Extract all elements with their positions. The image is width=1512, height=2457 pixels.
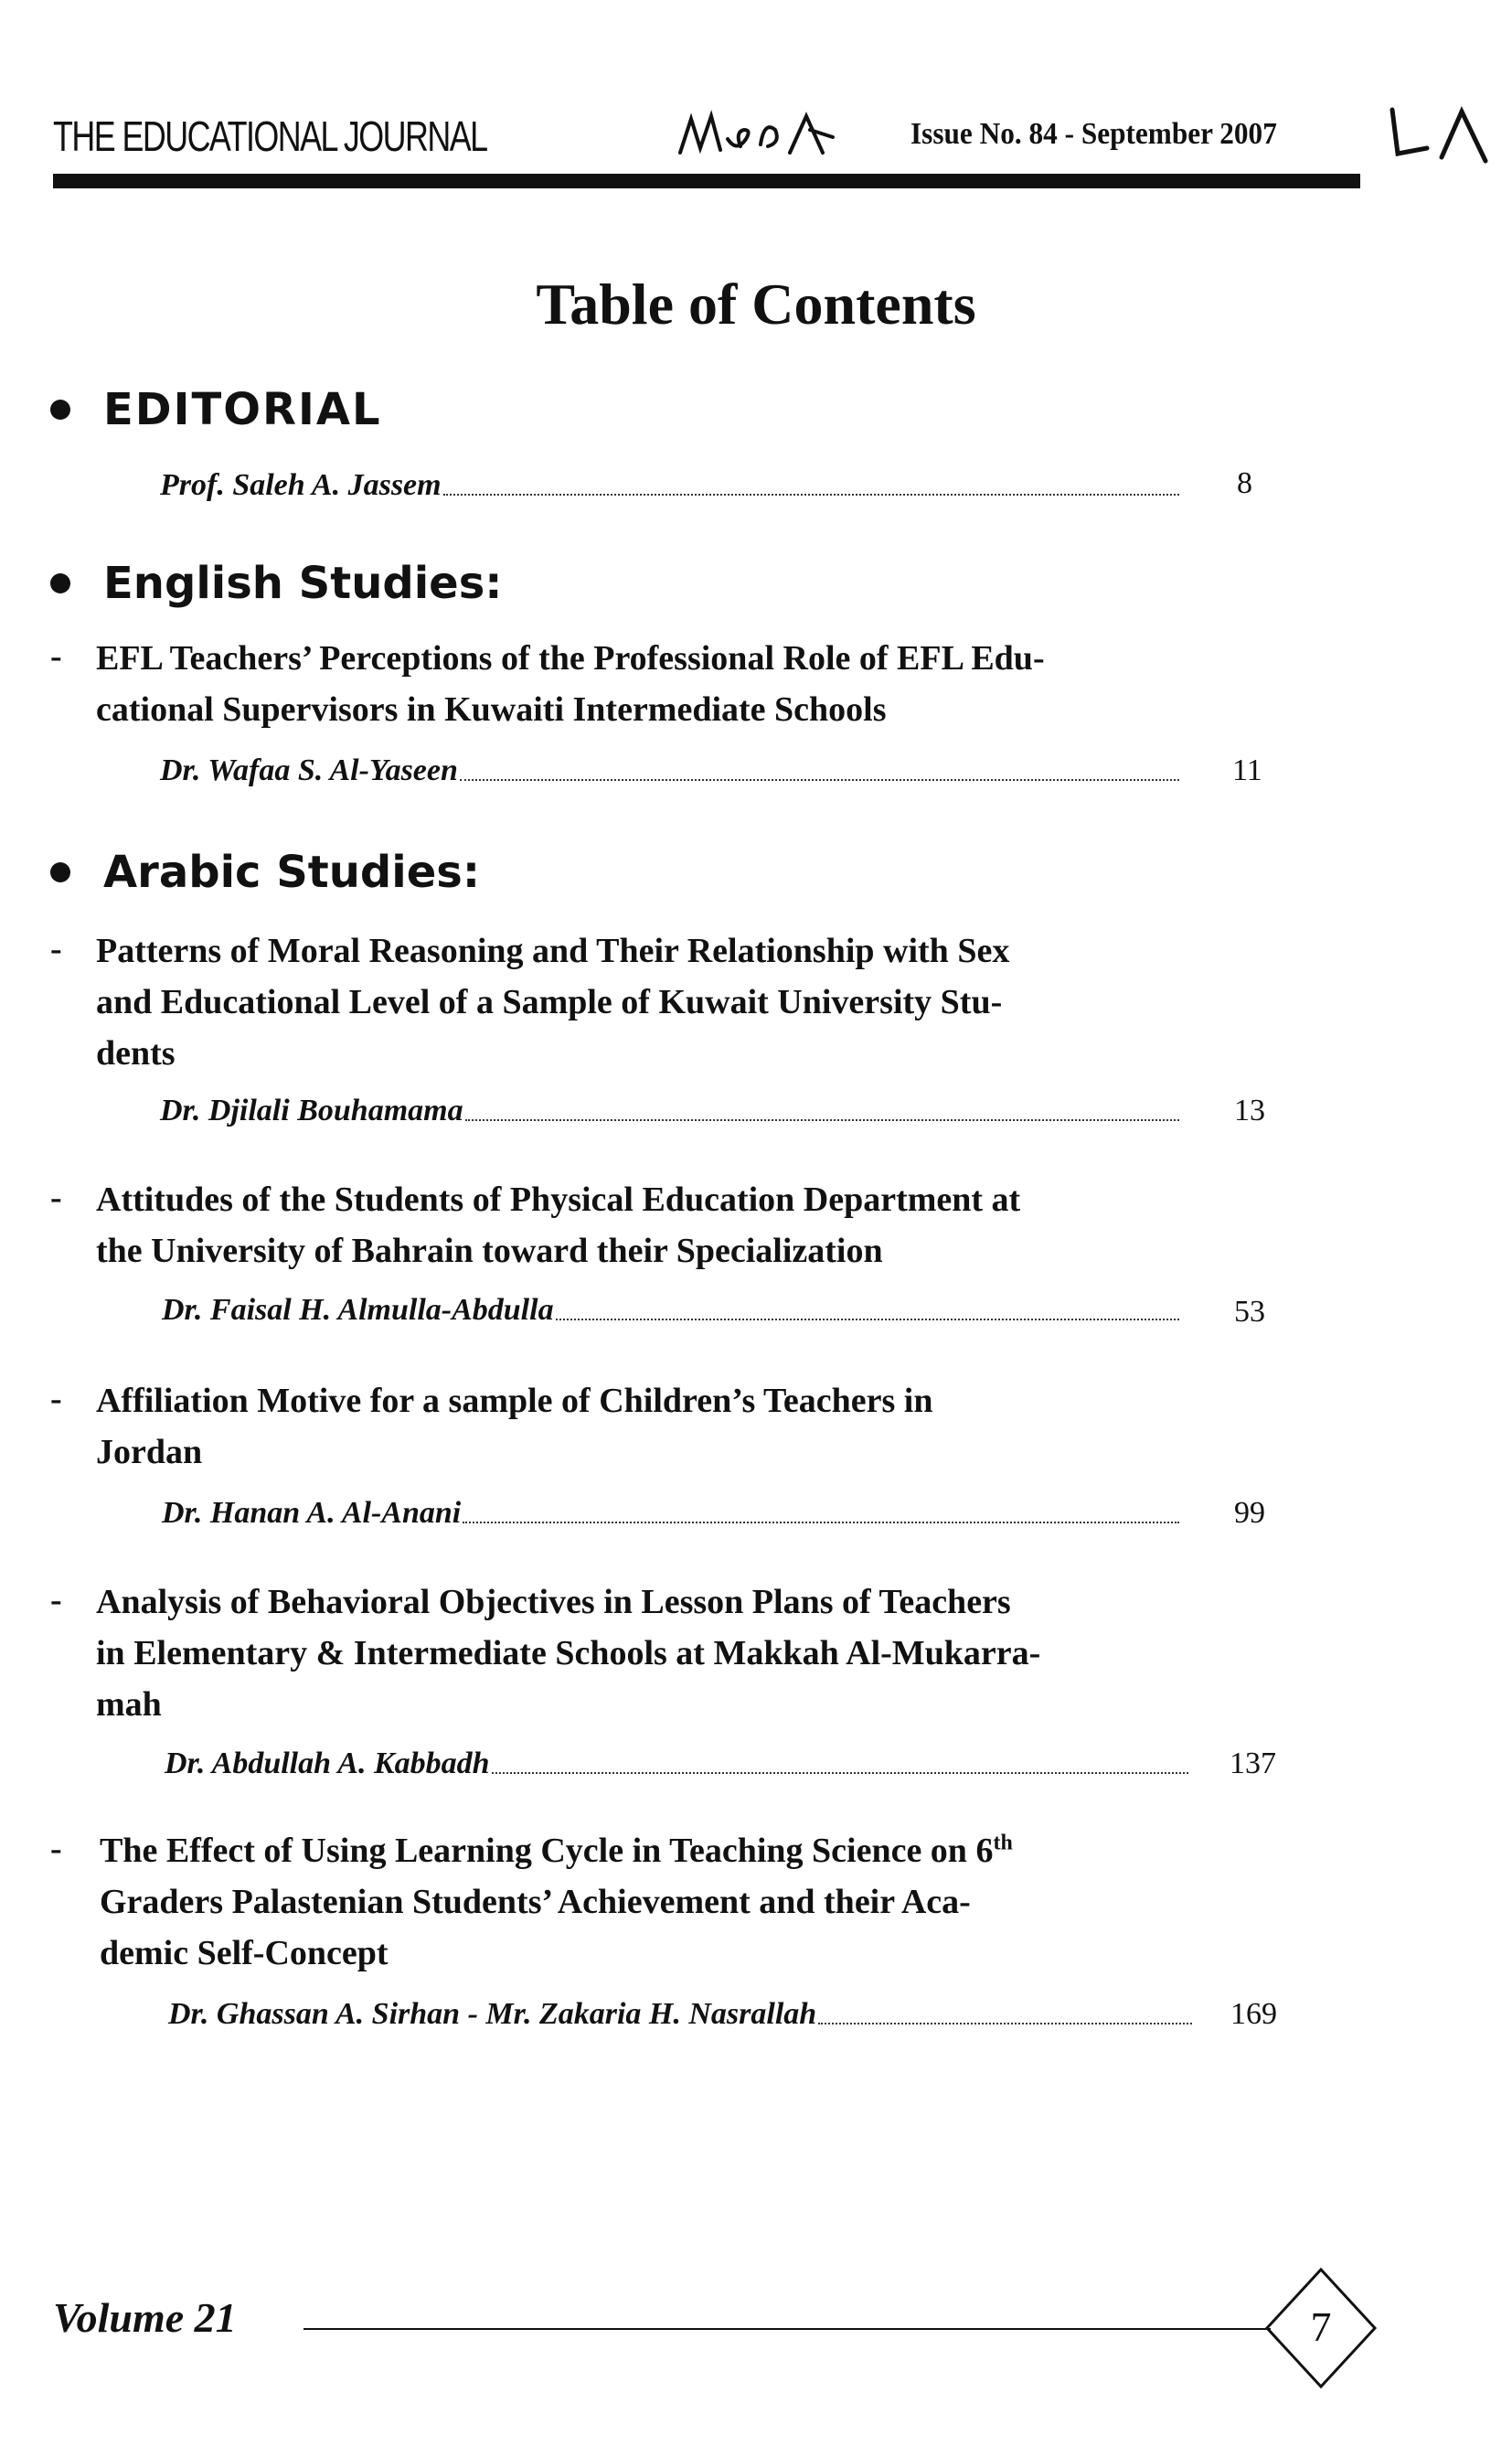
section-arabic-studies	[50, 847, 480, 898]
entry-title: Attitudes of the Students of Physical Education Department at the University of Bahrain toward their Specialization	[96, 1180, 1021, 1270]
footer-rule	[303, 2328, 1271, 2330]
toc-author-row	[160, 748, 1188, 788]
author: Dr. Hanan A. Al-Anani	[162, 1496, 462, 1530]
issue-info: Issue No. 84 - September 2007	[910, 117, 1277, 151]
dot-leader	[556, 1319, 1179, 1320]
bullet-icon	[50, 573, 70, 593]
section-editorial	[50, 384, 382, 435]
toc-author-row	[168, 1992, 1201, 2032]
volume-label: Volume 21	[53, 2294, 237, 2341]
dot-leader	[443, 494, 1179, 496]
handwritten-mark	[673, 102, 856, 166]
section-label: Arabic Studies:	[103, 847, 481, 898]
author: Dr. Ghassan A. Sirhan - Mr. Zakaria H. Nasrallah	[168, 1997, 817, 2031]
page-number: 137	[1230, 1747, 1276, 1780]
entry-title: Analysis of Behavioral Objectives in Lesson Plans of Teachers in Elementary & Intermediate Schools at Makkah Al-Mukarra- mah	[96, 1583, 1041, 1724]
dot-leader	[463, 1522, 1179, 1523]
page-number: 13	[1234, 1094, 1265, 1127]
author: Dr. Wafaa S. Al-Yaseen	[160, 753, 458, 787]
bullet-icon	[50, 400, 70, 420]
bullet-icon	[50, 862, 70, 882]
dot-leader	[492, 1772, 1188, 1774]
toc-author-row	[162, 1287, 1188, 1328]
toc-author-row	[160, 463, 1188, 503]
header-rule	[53, 174, 1360, 188]
dot-leader	[465, 1119, 1179, 1121]
dot-leader	[818, 2023, 1192, 2024]
page-number: 99	[1234, 1496, 1265, 1530]
toc-author-row	[162, 1490, 1188, 1531]
page-title: Table of Contents	[536, 272, 976, 337]
toc-author-row	[160, 1088, 1188, 1128]
author: Prof. Saleh A. Jassem	[160, 468, 442, 502]
journal-name: THE EDUCATIONAL JOURNAL	[53, 112, 487, 160]
entry-title: Affiliation Motive for a sample of Children’s Teachers in Jordan	[96, 1382, 933, 1471]
page-number: 11	[1232, 753, 1262, 787]
author: Dr. Djilali Bouhamama	[160, 1094, 463, 1127]
page-number: 169	[1230, 1997, 1277, 2031]
author: Dr. Abdullah A. Kabbadh	[165, 1747, 490, 1780]
page-number: 53	[1234, 1295, 1265, 1329]
dot-leader	[460, 779, 1179, 781]
handwritten-mark	[1385, 101, 1504, 174]
entry-title: Patterns of Moral Reasoning and Their Relationship with Sex and Educational Level of a Sample of Kuwait University Stu- dents	[96, 932, 1010, 1073]
toc-author-row	[165, 1741, 1198, 1781]
page-number: 8	[1237, 466, 1252, 500]
section-label: EDITORIAL	[103, 384, 382, 435]
section-english-studies	[50, 558, 503, 609]
section-label: English Studies:	[103, 558, 503, 609]
author: Dr. Faisal H. Almulla-Abdulla	[162, 1293, 554, 1327]
entry-title: The Effect of Using Learning Cycle in Teaching Science on 6th Graders Palastenian Students’ Achievement and their Aca- demic Self-Concept	[100, 1831, 1013, 1972]
page-number-footer: 7	[1310, 2303, 1332, 2350]
entry-title: EFL Teachers’ Perceptions of the Professional Role of EFL Edu- cational Supervisors in Kuwaiti Intermediate Schools	[96, 639, 1045, 729]
